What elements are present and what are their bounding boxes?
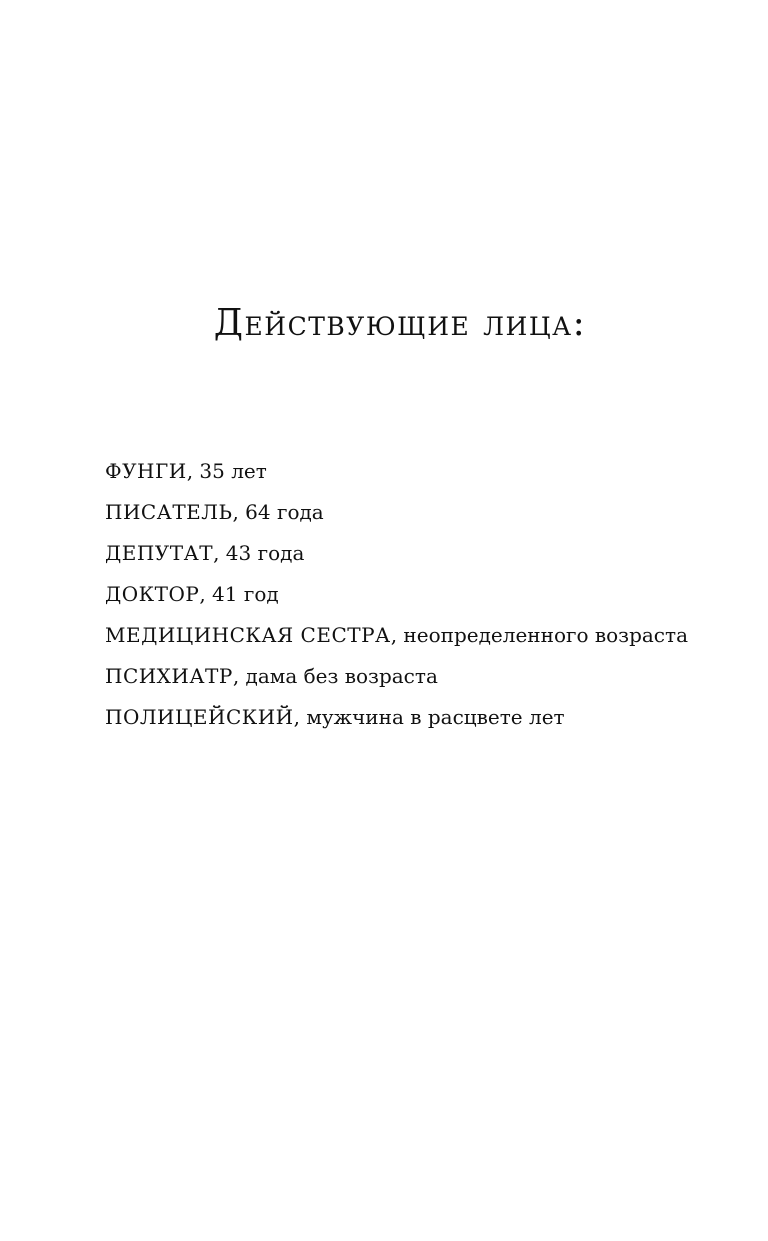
cast-item-nurse: [105, 615, 688, 656]
cast-item-policeman: [105, 697, 688, 738]
role-name: ДОКТОР: [105, 582, 200, 606]
role-description: , 41 год: [199, 582, 279, 606]
role-name: ПСИХИАТР: [105, 664, 233, 688]
role-name: МЕДИЦИНСКАЯ СЕСТРА: [105, 623, 391, 647]
cast-list: [105, 451, 688, 738]
role-description: , дама без возраста: [232, 664, 438, 688]
role-name: ПОЛИЦЕЙСКИЙ: [105, 705, 294, 729]
role-description: , неопределенного возраста: [390, 623, 688, 647]
role-name: ФУНГИ: [105, 459, 187, 483]
cast-item-deputy: [105, 533, 688, 574]
role-description: , 35 лет: [186, 459, 267, 483]
cast-item-psychiatrist: [105, 656, 688, 697]
role-description: , 43 года: [213, 541, 305, 565]
role-description: , 64 года: [232, 500, 324, 524]
role-name: ПИСАТЕЛЬ: [105, 500, 233, 524]
page-title: Действующие лица:: [213, 303, 587, 344]
cast-item-fungi: [105, 451, 688, 492]
cast-item-writer: [105, 492, 688, 533]
cast-item-doctor: [105, 574, 688, 615]
role-name: ДЕПУТАТ: [105, 541, 214, 565]
role-description: , мужчина в расцвете лет: [293, 705, 565, 729]
